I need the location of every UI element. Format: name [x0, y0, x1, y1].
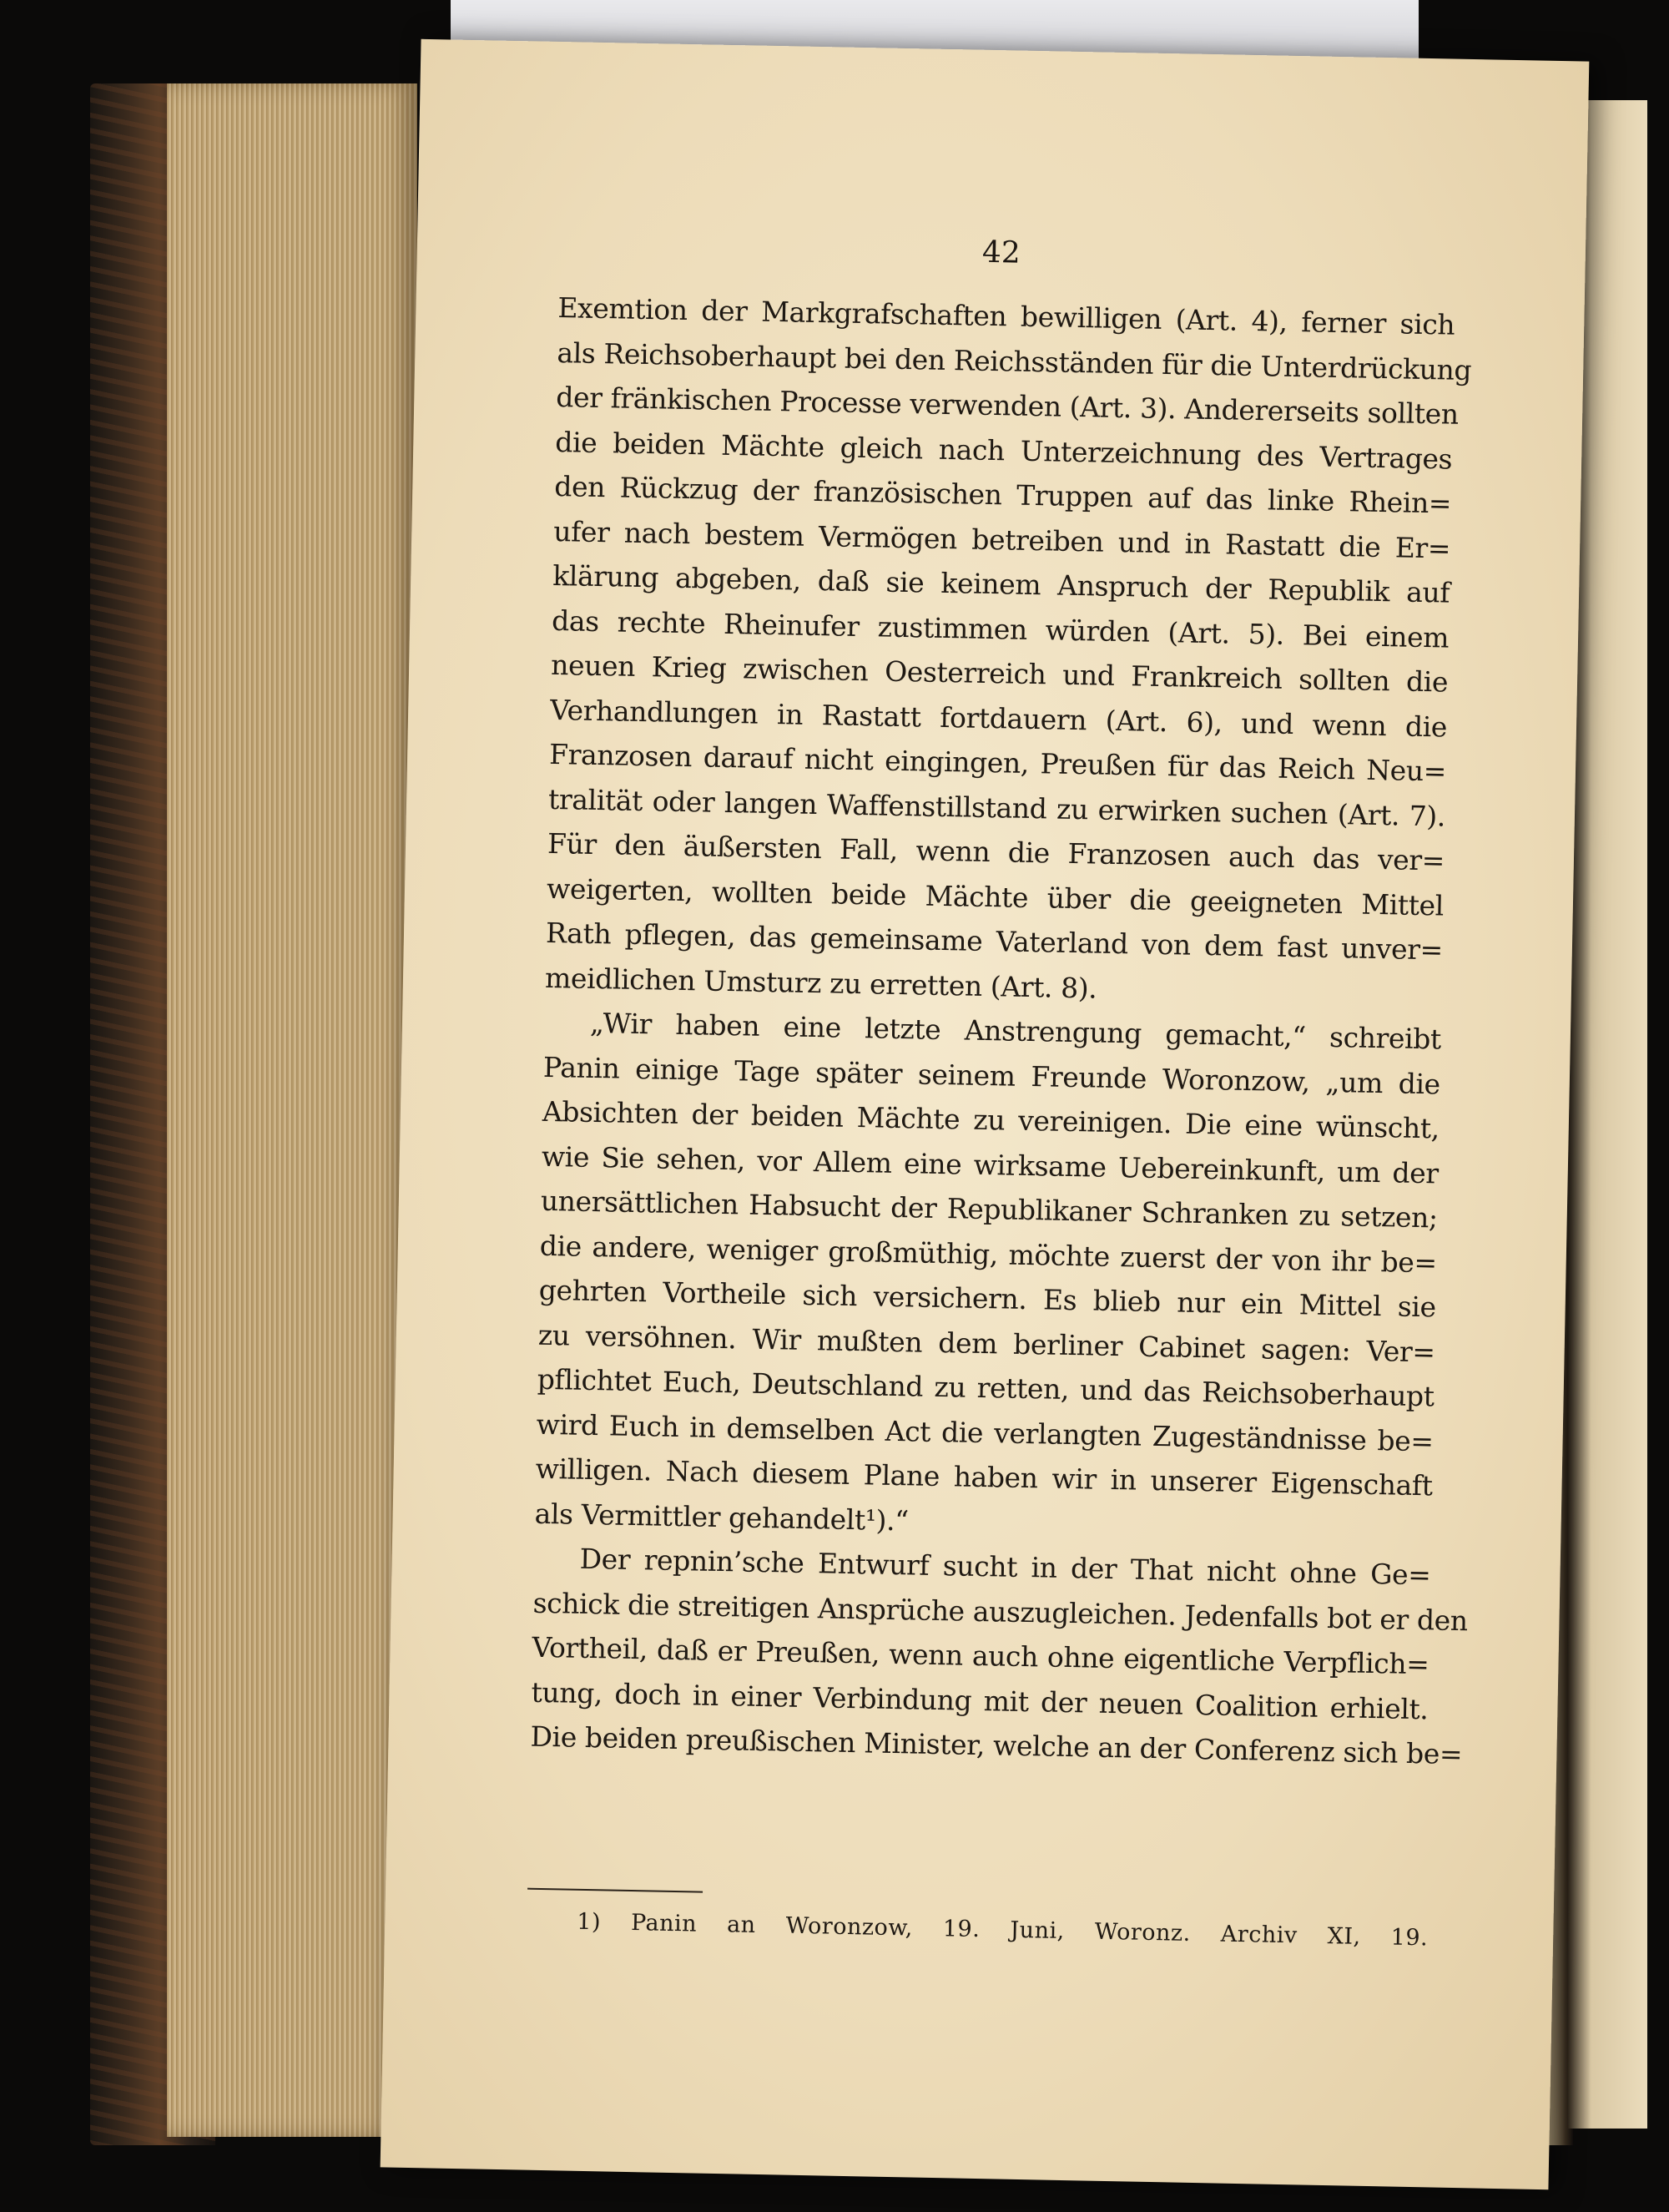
page-number: 42	[981, 235, 1021, 270]
text-line: Panin einige Tage später seinem Freunde Woronzow, „um die	[542, 1050, 1441, 1100]
text-line: die andere, weniger großmüthig, möchte zuerst der von ihr be=	[539, 1229, 1438, 1279]
text-line: als Reichsoberhaupt bei den Reichsständen für die Unterdrückung	[557, 336, 1472, 386]
text-line: als Vermittler gehandelt¹).“	[534, 1497, 910, 1537]
text-line: schick die streitigen Ansprüche auszugleichen. Jedenfalls bot er den	[532, 1586, 1469, 1637]
text-line: wird Euch in demselben Act die verlangten Zugeständnisse be=	[536, 1407, 1434, 1457]
text-line: tralität oder langen Waffenstillstand zu erwirken suchen (Art. 7).	[547, 782, 1446, 833]
text-line: gehrten Vortheile sich versichern. Es blieb nur ein Mittel sie	[538, 1273, 1437, 1324]
text-line: ufer nach bestem Vermögen betreiben und in Rastatt die Er=	[552, 514, 1451, 565]
text-line: meidlichen Umsturz zu erretten (Art. 8).	[544, 961, 1097, 1005]
text-line: Verhandlungen in Rastatt fortdauern (Art. 6), und wenn die	[549, 693, 1448, 744]
text-line: das rechte Rheinufer zustimmen würden (Art. 5). Bei einem	[551, 604, 1450, 654]
body-text	[530, 285, 1472, 1776]
page-edges	[167, 83, 417, 2137]
text-line: unersättlichen Habsucht der Republikaner Schranken zu setzen;	[540, 1184, 1439, 1235]
text-line: Exemtion der Markgrafschaften bewilligen (Art. 4), ferner sich	[557, 291, 1455, 341]
footnote-rule	[527, 1888, 703, 1893]
text-line: pflichtet Euch, Deutschland zu retten, und das Reichsoberhaupt	[537, 1362, 1435, 1413]
text-line: den Rückzug der französischen Truppen auf das linke Rhein=	[553, 469, 1452, 520]
text-line: der fränkischen Processe verwenden (Art. 3). Andererseits sollten	[556, 380, 1460, 431]
footnote: 1) Panin an Woronzow, 19. Juni, Woronz. Archiv XI, 19.	[577, 1908, 1429, 1952]
text-line: Rath pflegen, das gemeinsame Vaterland von dem fast unver=	[545, 916, 1444, 967]
text-line: wie Sie sehen, vor Allem eine wirksame Uebereinkunft, um der	[541, 1139, 1440, 1189]
text-line: „Wir haben eine letzte Anstrengung gemacht,“ schreibt	[589, 1006, 1442, 1056]
book-page	[381, 39, 1590, 2189]
text-line: neuen Krieg zwischen Oesterreich und Frankreich sollten die	[550, 648, 1449, 699]
text-line: Der repnin’sche Entwurf sucht in der That nicht ohne Ge=	[579, 1542, 1431, 1592]
text-line: Absichten der beiden Mächte zu vereinigen. Die eine wünscht,	[542, 1094, 1440, 1145]
text-line: Franzosen darauf nicht eingingen, Preußen für das Reich Neu=	[548, 737, 1447, 788]
text-line: Für den äußersten Fall, wenn die Franzosen auch das ver=	[547, 826, 1445, 877]
text-line: Vortheil, daß er Preußen, wenn auch ohne eigentliche Verpflich=	[532, 1630, 1429, 1681]
text-line: weigerten, wollten beide Mächte über die geeigneten Mittel	[546, 871, 1445, 922]
text-line: klärung abgeben, daß sie keinem Anspruch der Republik auf	[552, 558, 1450, 609]
text-line: die beiden Mächte gleich nach Unterzeichnung des Vertrages	[555, 425, 1453, 476]
text-line: willigen. Nach diesem Plane haben wir in unserer Eigenschaft	[535, 1452, 1433, 1502]
text-line: zu versöhnen. Wir mußten dem berliner Cabinet sagen: Ver=	[537, 1318, 1436, 1368]
text-line: tung, doch in einer Verbindung mit der neuen Coalition erhielt.	[531, 1675, 1429, 1725]
text-line: Die beiden preußischen Minister, welche an der Conferenz sich be=	[530, 1720, 1463, 1771]
